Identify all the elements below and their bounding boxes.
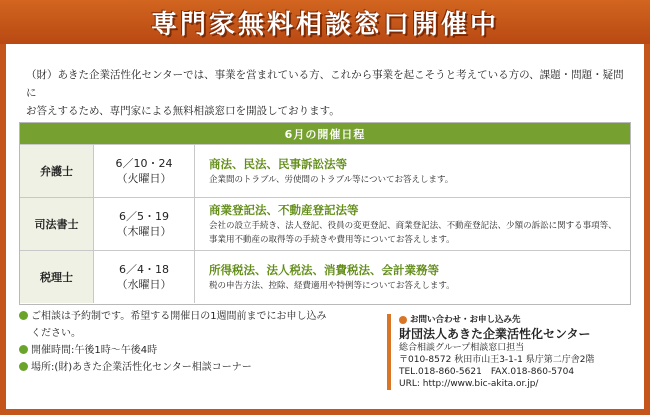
- row-law: 商業登記法、不動産登記法等: [209, 202, 359, 217]
- intro-line-2: お答えするため、専門家による無料相談窓口を開設しております。: [26, 105, 340, 117]
- notes-list: [19, 308, 379, 376]
- row-description: 企業間のトラブル、労使間のトラブル等についてお答えします。: [209, 174, 454, 185]
- row-dates: 6／10・24: [115, 157, 173, 170]
- row-dates-cell: [94, 198, 195, 250]
- row-dates: 6／5・19: [119, 210, 169, 223]
- page-title: 専門家無料相談窓口開催中: [150, 9, 499, 40]
- row-weekday: （火曜日）: [116, 172, 172, 185]
- row-weekday: （木曜日）: [116, 225, 172, 238]
- contact-dept: 総合相談グループ相談窓口担当: [399, 343, 525, 353]
- note-reservation: [19, 308, 379, 325]
- contact-box: [387, 314, 633, 390]
- row-detail: [195, 251, 630, 303]
- note-hours-text: 開催時間:午後1時～午後4時: [31, 345, 158, 356]
- row-description-cont: 事業用不動産の取得等の手続きや費用等についてお答えします。: [209, 234, 455, 245]
- row-law: 商法、民法、民事訴訟法等: [209, 156, 347, 171]
- contact-org: 財団法人あきた企業活性化センター: [399, 327, 591, 341]
- row-description: 税の申告方法、控除、経費適用や特例等についてお答えします。: [209, 280, 455, 291]
- row-detail: [195, 145, 630, 197]
- table-row: [20, 250, 630, 303]
- bullet-icon: [19, 345, 28, 354]
- contact-heading-text: お問い合わせ・お申し込み先: [410, 315, 521, 325]
- table-row: [20, 197, 630, 250]
- bullet-icon: [19, 311, 28, 320]
- contact-heading: [399, 314, 633, 326]
- contact-address: 〒010-8572 秋田市山王3-1-1 県庁第二庁舎2階: [399, 355, 595, 365]
- intro-line-1: （財）あきた企業活性化センターでは、事業を営まれている方、これから事業を起こそうと考えている方の、課題・問題・疑問に: [26, 69, 624, 99]
- row-description: 会社の設立手続き、法人登記、役員の変更登記、商業登記法、不動産登記法、少額の訴訟に関する事項等、: [209, 220, 617, 231]
- schedule-table: [19, 122, 631, 305]
- row-dates-cell: [94, 251, 195, 303]
- table-row: [20, 144, 630, 197]
- header-banner: [0, 0, 650, 44]
- contact-url[interactable]: URL: http://www.bic-akita.or.jp/: [399, 379, 539, 389]
- row-law: 所得税法、法人税法、消費税法、会計業務等: [209, 262, 439, 277]
- note-place: [19, 359, 379, 376]
- schedule-title: 6月の開催日程: [20, 123, 630, 144]
- row-dates-cell: [94, 145, 195, 197]
- bullet-icon: [399, 316, 407, 324]
- note-place-text: 場所:(財)あきた企業活性化センター相談コーナー: [31, 362, 252, 373]
- note-reservation-cont: ください。: [31, 328, 81, 339]
- intro-text: [26, 66, 626, 120]
- row-detail: [195, 198, 630, 250]
- row-role: 弁護士: [20, 145, 94, 197]
- note-reservation-text: ご相談は予約制です。希望する開催日の1週間前までにお申し込み: [31, 311, 327, 322]
- row-dates: 6／4・18: [119, 263, 169, 276]
- row-role: 司法書士: [20, 198, 94, 250]
- row-role: 税理士: [20, 251, 94, 303]
- contact-phone: TEL.018-860-5621 FAX.018-860-5704: [399, 367, 575, 377]
- row-weekday: （水曜日）: [116, 278, 172, 291]
- note-hours: [19, 342, 379, 359]
- content-panel: [6, 44, 644, 409]
- bullet-icon: [19, 362, 28, 371]
